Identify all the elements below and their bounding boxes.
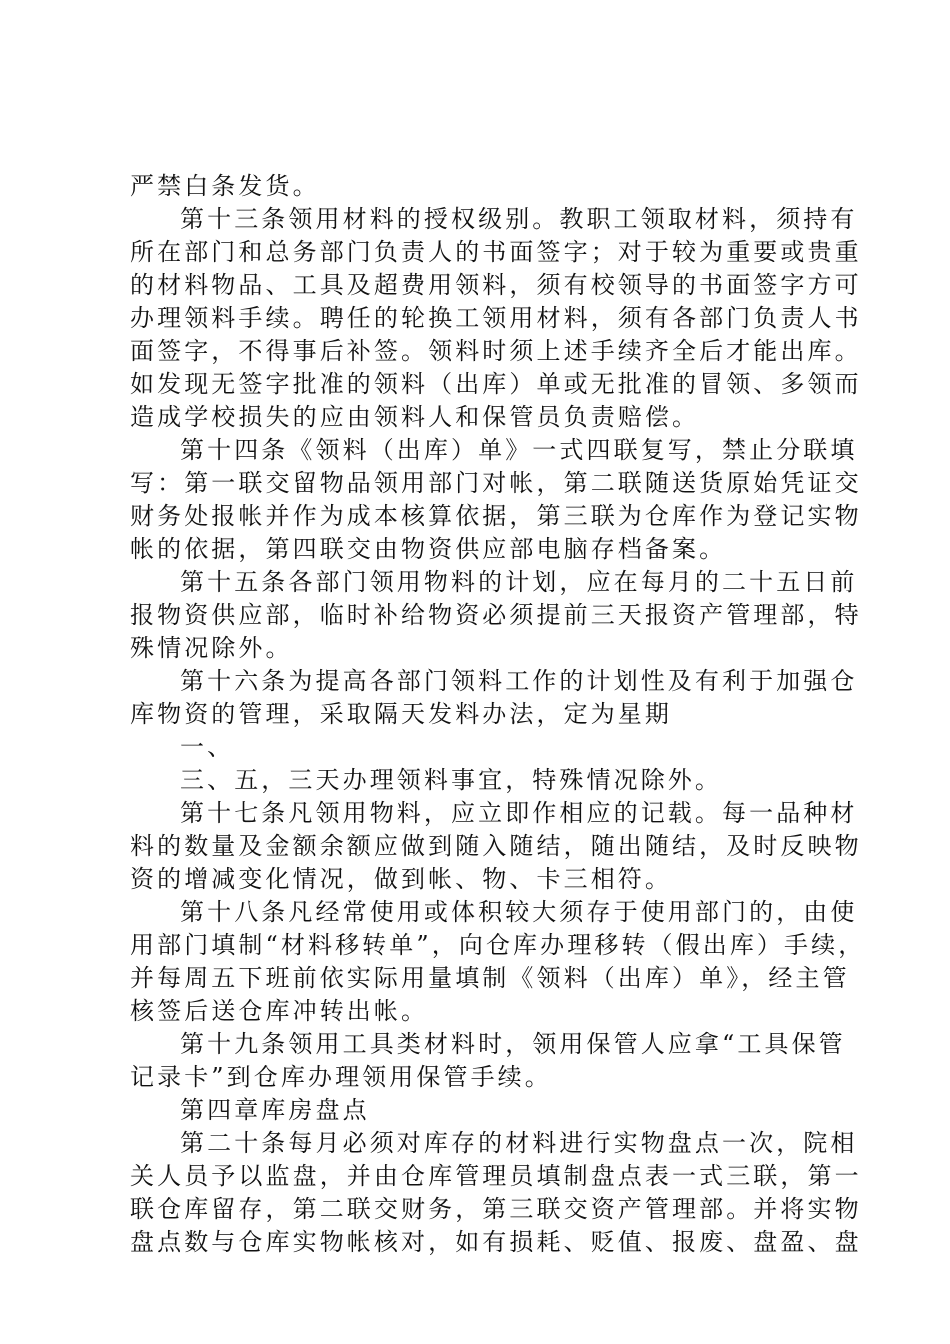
text-line: 资的增减变化情况，做到帐、物、卡三相符。 [130,865,672,893]
text-line: 所在部门和总务部门负责人的书面签字；对于较为重要或贵重 [130,238,862,266]
text-line: 记录卡”到仓库办理领用保管手续。 [130,1063,552,1091]
text-line: 库物资的管理，采取隔天发料办法，定为星期 [130,700,672,728]
text-line: 第十六条为提高各部门领料工作的计划性及有利于加强仓 [180,667,858,695]
text-line: 第十七条凡领用物料，应立即作相应的记载。每一品种材 [180,799,858,827]
text-line: 并每周五下班前依实际用量填制《领料（出库）单》，经主管 [130,964,850,992]
document-body [130,170,866,1259]
text-line: 面签字，不得事后补签。领料时须上述手续齐全后才能出库。 [130,337,862,365]
text-line: 造成学校损失的应由领料人和保管员负责赔偿。 [130,403,700,431]
text-line: 第四章库房盘点 [180,1096,370,1124]
text-line: 三、五，三天办理领料事宜，特殊情况除外。 [180,766,722,794]
text-line: 核签后送仓库冲转出帐。 [130,997,429,1025]
text-line: 料的数量及金额余额应做到随入随结，随出随结，及时反映物 [130,832,862,860]
text-line: 财务处报帐并作为成本核算依据，第三联为仓库作为登记实物 [130,502,862,530]
text-line: 报物资供应部，临时补给物资必须提前三天报资产管理部，特 [130,601,862,629]
text-line: 联仓库留存，第二联交财务，第三联交资产管理部。并将实物 [130,1195,862,1223]
text-line: 第十九条领用工具类材料时，领用保管人应拿“工具保管 [180,1030,846,1058]
text-line: 办理领料手续。聘任的轮换工领用材料，须有各部门负责人书 [130,304,862,332]
text-line: 写：第一联交留物品领用部门对帐，第二联随送货原始凭证交 [130,469,862,497]
text-line: 第十八条凡经常使用或体积较大须存于使用部门的，由使 [180,898,858,926]
text-line: 第十五条各部门领用物料的计划，应在每月的二十五日前 [180,568,858,596]
text-line: 殊情况除外。 [130,634,293,662]
text-line: 第二十条每月必须对库存的材料进行实物盘点一次，院相 [180,1129,858,1157]
text-line: 严禁白条发货。 [130,172,320,200]
text-line: 盘点数与仓库实物帐核对，如有损耗、贬值、报废、盘盈、盘 [130,1228,862,1256]
text-line: 如发现无签字批准的领料（出库）单或无批准的冒领、多领而 [130,370,862,398]
text-line: 一、 [180,733,235,761]
text-line: 用部门填制“材料移转单”，向仓库办理移转（假出库）手续， [130,931,866,959]
text-line: 第十三条领用材料的授权级别。教职工领取材料，须持有 [180,205,858,233]
text-line: 帐的依据，第四联交由物资供应部电脑存档备案。 [130,535,727,563]
text-line: 第十四条《领料（出库）单》一式四联复写，禁止分联填 [180,436,858,464]
text-line: 关人员予以监盘，并由仓库管理员填制盘点表一式三联，第一 [130,1162,862,1190]
text-line: 的材料物品、工具及超费用领料，须有校领导的书面签字方可 [130,271,862,299]
